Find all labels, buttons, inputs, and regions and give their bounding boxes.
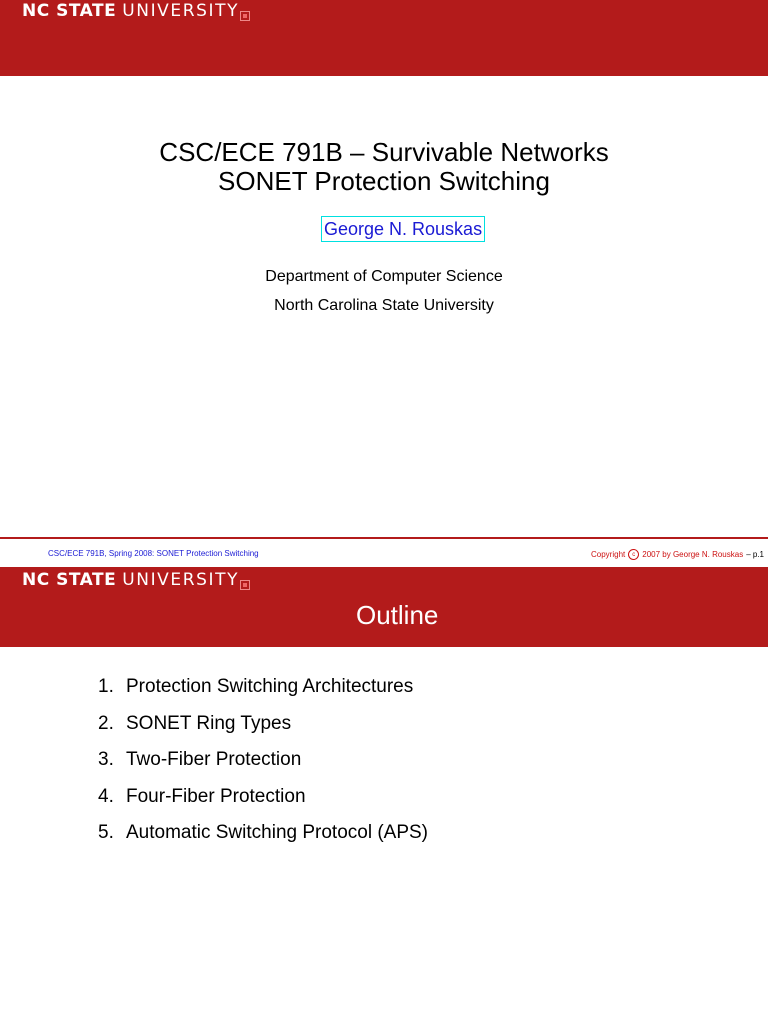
outline-item (98, 821, 428, 858)
footer-divider (0, 537, 768, 539)
item-number: 3. (98, 749, 114, 770)
author-link[interactable]: George N. Rouskas (321, 216, 485, 242)
item-number: 2. (98, 712, 114, 734)
ncsu-logo (22, 569, 250, 591)
item-text: Four-Fiber Protection (126, 785, 306, 807)
title-line-1: CSC/ECE 791B – Survivable Networks (159, 137, 609, 167)
copyright-icon: c (628, 549, 639, 560)
outline-slide (0, 567, 768, 1024)
slide-title: Outline (356, 600, 439, 630)
header-banner (0, 0, 768, 76)
outline-item (98, 712, 428, 749)
item-number: 1. (98, 676, 114, 697)
copyright-year-author: 2007 by George N. Rouskas (642, 550, 744, 559)
logo-mark-icon (240, 11, 250, 21)
page-number: – p.1 (746, 550, 764, 559)
slide-title (0, 138, 768, 196)
outline-list (98, 675, 428, 858)
footer-copyright (591, 549, 764, 560)
logo-university: UNIVERSITY (122, 1, 240, 21)
item-text: Automatic Switching Protocol (APS) (126, 822, 429, 843)
copyright-label: Copyright (591, 550, 626, 559)
item-text: Protection Switching Architectures (126, 676, 414, 697)
outline-item (98, 748, 428, 785)
title-line-2: SONET Protection Switching (218, 166, 550, 196)
logo-university: UNIVERSITY (122, 570, 240, 590)
affiliation: North Carolina State University (274, 297, 494, 314)
logo-nc-state: NC STATE (22, 570, 117, 590)
item-number: 5. (98, 822, 114, 843)
item-text: Two-Fiber Protection (126, 749, 302, 770)
outline-item (98, 785, 428, 822)
ncsu-logo (22, 0, 250, 22)
logo-nc-state: NC STATE (22, 1, 117, 21)
item-number: 4. (98, 785, 114, 807)
header-banner (0, 567, 768, 647)
outline-item (98, 675, 428, 712)
logo-mark-icon (240, 580, 250, 590)
item-text: SONET Ring Types (126, 712, 292, 734)
department: Department of Computer Science (265, 268, 503, 285)
footer-course-link[interactable]: CSC/ECE 791B, Spring 2008: SONET Protection Switching (48, 549, 259, 558)
